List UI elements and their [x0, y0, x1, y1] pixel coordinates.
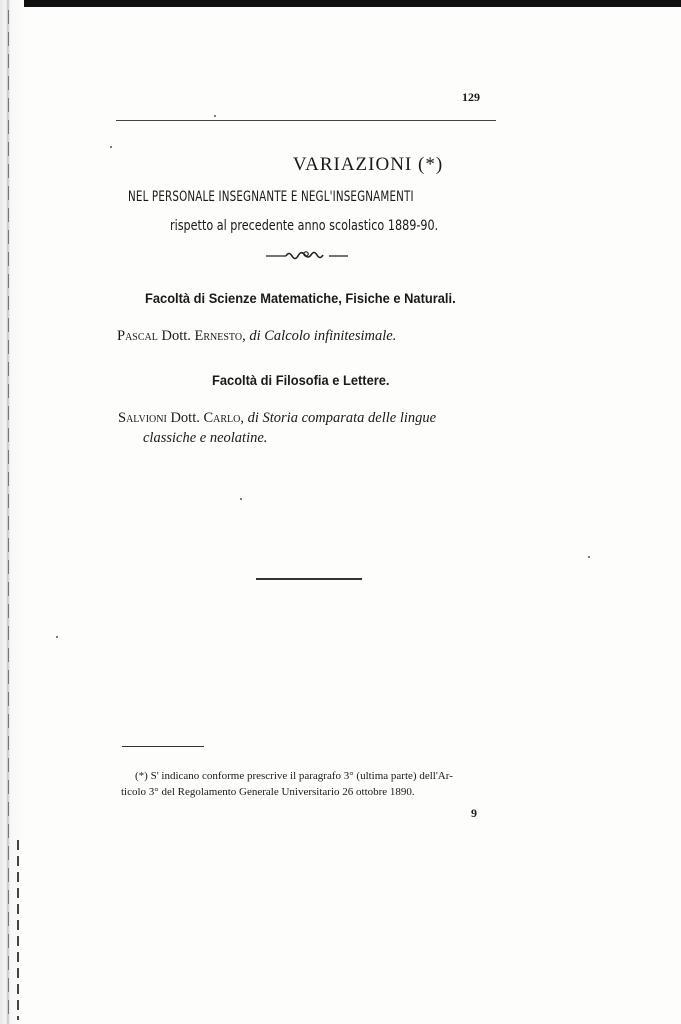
- binding-shadow-lower: [17, 840, 19, 1020]
- page-number: 129: [462, 90, 480, 104]
- footnote-line-2: ticolo 3° del Regolamento Generale Universitario 26 ottobre 1890.: [121, 786, 415, 798]
- scan-speck: [214, 115, 216, 117]
- scan-speck: [56, 636, 58, 638]
- entry-separator: ,: [240, 410, 244, 426]
- header-rule: [116, 120, 496, 121]
- section-end-rule: [256, 578, 362, 580]
- entry-title: Dott.: [170, 410, 200, 426]
- entry-title: Dott.: [161, 328, 191, 344]
- page-subtitle: NEL PERSONALE INSEGNANTE E NEGL'INSEGNAMENTI: [128, 189, 414, 205]
- faculty-heading-philosophy: Facoltà di Filosofia e Lettere.: [212, 372, 390, 388]
- entry-salvioni-continuation: [143, 430, 267, 447]
- entry-surname: Salvioni: [118, 410, 167, 426]
- entry-given-name: Ernesto: [194, 328, 243, 344]
- faculty-heading-sciences: Facoltà di Scienze Matematiche, Fisiche e Naturali.: [145, 290, 456, 306]
- page-subtitle-line2: rispetto al precedente anno scolastico 1889-90.: [170, 218, 439, 234]
- entry-subject: di Storia comparata delle lingue: [247, 410, 437, 426]
- entry-salvioni: [118, 410, 436, 427]
- scan-speck: [588, 556, 590, 558]
- scan-speck: [240, 498, 242, 500]
- scan-top-edge: [0, 0, 681, 7]
- signature-mark: 9: [471, 806, 477, 820]
- entry-separator: ,: [242, 328, 246, 344]
- scan-speck: [110, 146, 112, 148]
- entry-pascal: [117, 328, 396, 345]
- entry-given-name: Carlo: [203, 410, 241, 426]
- entry-subject: di Calcolo infinitesimale.: [249, 328, 397, 344]
- footnote-rule: [122, 746, 204, 747]
- page-title: VARIAZIONI (*): [292, 154, 444, 175]
- entry-surname: Pascal: [117, 328, 158, 344]
- ornament-divider-icon: [266, 248, 348, 262]
- footnote-line-1: (*) S' indicano conforme prescrive il paragrafo 3° (ultima parte) dell'Ar-: [135, 770, 453, 782]
- entry-subject-continued: classiche e neolatine.: [143, 430, 268, 446]
